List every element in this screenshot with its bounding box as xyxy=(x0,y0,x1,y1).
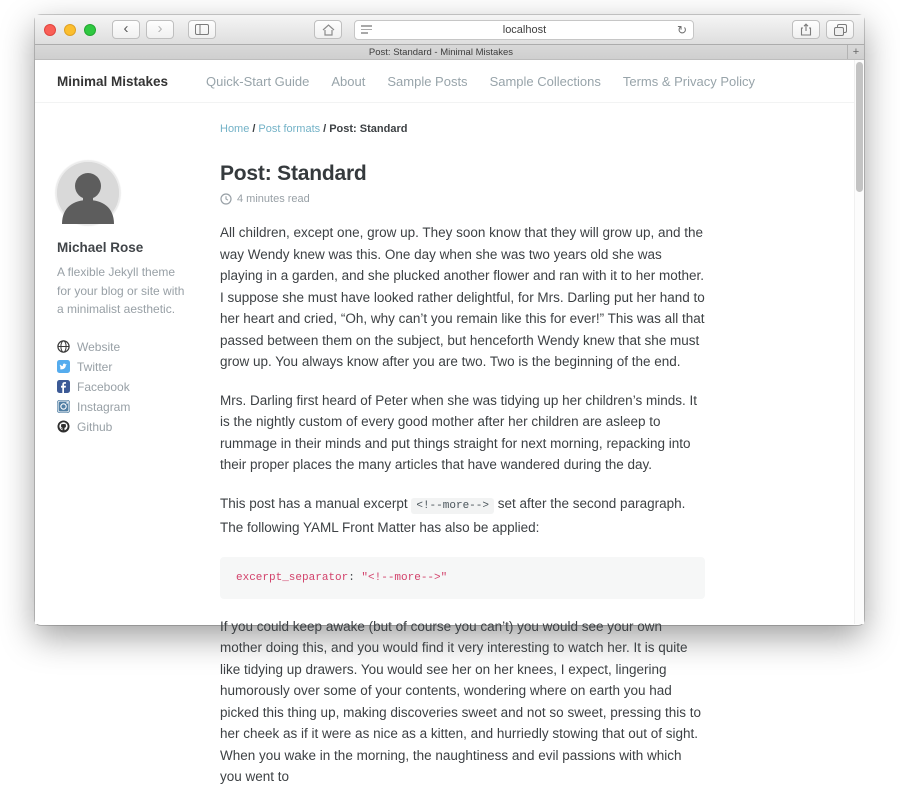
refresh-icon[interactable]: ↻ xyxy=(676,22,687,37)
author-link-label[interactable]: Website xyxy=(77,339,121,354)
author-link-label[interactable]: Instagram xyxy=(77,399,131,414)
share-icon xyxy=(800,23,812,36)
breadcrumb xyxy=(220,123,705,135)
code-punctuation: : xyxy=(348,571,362,584)
author-link-facebook[interactable] xyxy=(57,377,220,397)
clock-icon xyxy=(220,193,232,205)
author-link-label[interactable]: Facebook xyxy=(77,379,130,394)
person-silhouette-icon xyxy=(57,162,119,224)
twitter-icon xyxy=(57,360,70,373)
author-link-label[interactable]: Twitter xyxy=(77,359,113,374)
nav-item-quick-start-guide[interactable]: Quick-Start Guide xyxy=(206,74,310,89)
back-button[interactable]: ‹ xyxy=(112,20,140,39)
paragraph: Mrs. Darling first heard of Peter when she was tidying up her children’s minds. It is the nightly custom of every good mother after her children are asleep to rummage in their minds and put things straight for next morning, repacking into their proper places the many articles that have wandered during the day. xyxy=(220,392,697,472)
site-masthead xyxy=(35,60,864,103)
close-window-button[interactable] xyxy=(44,24,56,36)
inline-code-more-tag: <!--more--> xyxy=(411,498,494,514)
breadcrumb-separator: / xyxy=(323,123,327,135)
breadcrumb-post-formats[interactable]: Post formats xyxy=(258,123,321,135)
forward-button[interactable]: › xyxy=(146,20,174,39)
home-button[interactable] xyxy=(314,20,342,39)
excerpt-note-after: set after the second paragraph. The following YAML Front Matter has also be applied: xyxy=(220,495,686,535)
safari-window xyxy=(35,15,864,784)
paragraph: If you could keep awake (but of course you can’t) you would see your own mother doing this, and you would find it very interesting to watch her. It is quite like tidying up drawers. You would see her on her knees, I expect, lingering humorously over some of your contents, wondering where on earth you had picked this thing up, making discoveries sweet and not so sweet, pressing this to her cheek as if it were as nice as a kitten, and hurriedly stowing that out of sight. When you wake in the morning, the naughtiness and evil passions with which you went to xyxy=(220,618,702,784)
zoom-window-button[interactable] xyxy=(84,24,96,36)
nav-item-sample-collections[interactable]: Sample Collections xyxy=(489,74,601,89)
share-button[interactable] xyxy=(792,20,820,39)
read-time: 4 minutes read xyxy=(237,193,310,205)
nav-item-sample-posts[interactable]: Sample Posts xyxy=(387,74,468,89)
home-icon xyxy=(322,24,335,36)
github-icon xyxy=(57,420,70,433)
tabs-icon xyxy=(834,24,847,36)
author-name: Michael Rose xyxy=(57,240,144,255)
author-link-github[interactable] xyxy=(57,417,220,437)
author-link-label[interactable]: Github xyxy=(77,419,113,434)
page-title: Post: Standard xyxy=(220,162,367,185)
author-link-twitter[interactable] xyxy=(57,357,220,377)
scrollbar-track[interactable] xyxy=(854,60,864,624)
address-bar[interactable] xyxy=(354,20,694,40)
breadcrumb-separator: / xyxy=(252,123,256,135)
post-meta xyxy=(220,193,705,205)
yaml-code-block xyxy=(220,557,705,599)
new-tab-button[interactable]: + xyxy=(847,45,864,59)
breadcrumb-current: Post: Standard xyxy=(329,123,408,135)
paragraph: All children, except one, grow up. They soon know that they will grow up, and the way Wendy knew was this. One day when she was two years old she was playing in a garden, and she plucked another flower and ran with it to her mother. I suppose she must have looked rather delightful, for Mrs. Darling put her hand to her heart and cried, “Oh, why can’t you remain like this for ever!” This was all that passed between them on the subject, but henceforth Wendy knew that she must grow up. You always know after you are two. Two is the beginning of the end. xyxy=(220,225,705,369)
sidebar-toggle-button[interactable] xyxy=(188,20,216,39)
reader-view-icon[interactable] xyxy=(361,25,372,34)
author-links xyxy=(57,337,220,437)
nav-item-terms-privacy[interactable]: Terms & Privacy Policy xyxy=(622,74,756,89)
tab-bar xyxy=(35,45,864,60)
author-link-instagram[interactable] xyxy=(57,397,220,417)
tab-overview-button[interactable] xyxy=(826,20,854,39)
browser-toolbar xyxy=(35,15,864,45)
window-controls xyxy=(44,24,96,36)
code-key: excerpt_separator xyxy=(236,571,349,584)
scrollbar-thumb[interactable] xyxy=(856,62,863,192)
content-row xyxy=(35,103,864,788)
globe-icon xyxy=(57,340,70,353)
breadcrumb-home[interactable]: Home xyxy=(220,123,250,135)
active-tab[interactable]: Post: Standard - Minimal Mistakes xyxy=(368,46,514,58)
minimize-window-button[interactable] xyxy=(64,24,76,36)
avatar xyxy=(57,162,119,224)
code-string: "<!--more-->" xyxy=(361,571,448,584)
excerpt-note-before: This post has a manual excerpt xyxy=(220,495,412,511)
author-sidebar xyxy=(57,103,220,788)
instagram-icon xyxy=(57,400,70,413)
sidebar-icon xyxy=(195,24,209,35)
author-bio: A flexible Jekyll theme for your blog or site with a minimalist aesthetic. xyxy=(57,265,185,317)
paragraph-with-code xyxy=(220,493,705,539)
page-viewport xyxy=(35,60,864,784)
author-link-website[interactable] xyxy=(57,337,220,357)
nav-item-about[interactable]: About xyxy=(331,74,366,89)
post-article xyxy=(220,103,705,788)
url-text[interactable]: localhost xyxy=(502,23,547,36)
facebook-icon xyxy=(57,380,70,393)
site-nav xyxy=(206,74,755,89)
site-title[interactable]: Minimal Mistakes xyxy=(57,74,169,89)
